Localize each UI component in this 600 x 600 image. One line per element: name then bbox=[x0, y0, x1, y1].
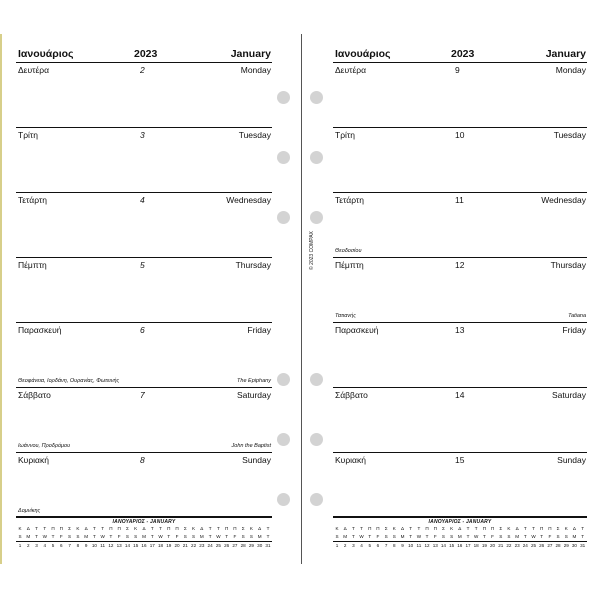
day-row[interactable] bbox=[16, 192, 272, 258]
mini-calendar-cell: T bbox=[266, 534, 270, 539]
binder-hole-icon bbox=[310, 151, 323, 164]
mini-calendar-cell: M bbox=[84, 534, 89, 539]
day-name-greek: Τρίτη bbox=[18, 130, 39, 140]
mini-calendar-cell: Π bbox=[376, 526, 380, 531]
day-number: 5 bbox=[140, 260, 145, 270]
day-number: 2 bbox=[140, 65, 145, 75]
mini-calendar-cell: Π bbox=[540, 526, 544, 531]
mini-calendar-weekdays-english bbox=[333, 533, 587, 541]
mini-calendar-cell: Τ bbox=[466, 526, 470, 531]
mini-calendar-cell: Δ bbox=[258, 526, 262, 531]
mini-calendar-cell: 19 bbox=[166, 543, 172, 548]
day-number: 10 bbox=[455, 130, 465, 140]
name-day-note-english: The Epiphany bbox=[237, 378, 271, 384]
mini-calendar-cell: W bbox=[216, 534, 221, 539]
mini-calendar-cell: Δ bbox=[26, 526, 30, 531]
month-greek: Ιανουάριος bbox=[18, 48, 74, 60]
day-name-english: Tuesday bbox=[553, 130, 586, 140]
mini-calendar-cell: 13 bbox=[432, 543, 438, 548]
day-row[interactable] bbox=[333, 62, 587, 128]
name-day-note-english: John the Baptist bbox=[231, 443, 271, 449]
mini-calendar-cell: 29 bbox=[248, 543, 254, 548]
name-day-note-greek: Θεοφάνεια, Ιορδάνη, Ουρανίας, Φωτεινής bbox=[18, 378, 120, 384]
mini-calendar-cell: Σ bbox=[499, 526, 503, 531]
mini-calendar-cell: 13 bbox=[116, 543, 122, 548]
day-name-english: Friday bbox=[562, 325, 586, 335]
day-row[interactable] bbox=[333, 192, 587, 258]
mini-calendar-cell: Σ bbox=[384, 526, 388, 531]
mini-calendar-cell: S bbox=[556, 534, 560, 539]
day-row[interactable] bbox=[16, 387, 272, 453]
mini-calendar-cell: 18 bbox=[157, 543, 164, 548]
mini-calendar-cell: 26 bbox=[539, 543, 545, 548]
day-name-greek: Κυριακή bbox=[335, 455, 366, 465]
mini-calendar-cell: S bbox=[441, 534, 445, 539]
mini-calendar-cell: F bbox=[175, 534, 179, 539]
copyright-notice: © 2023 COMPAX bbox=[309, 231, 315, 270]
mini-calendar-weekdays-english bbox=[16, 533, 272, 541]
mini-calendar-cell: S bbox=[507, 534, 511, 539]
mini-calendar-cell: S bbox=[76, 534, 80, 539]
mini-calendar-cell: 11 bbox=[100, 543, 106, 548]
day-name-greek: Σάββατο bbox=[18, 390, 51, 400]
name-day-note-greek: Τατιανής bbox=[335, 313, 356, 319]
mini-calendar-cell: Τ bbox=[159, 526, 162, 531]
mini-calendar-cell: 23 bbox=[514, 543, 520, 548]
mini-calendar-cell: Κ bbox=[18, 526, 22, 531]
mini-calendar-cell: T bbox=[368, 534, 372, 539]
mini-calendar-cell: 24 bbox=[522, 543, 528, 548]
day-name-english: Tuesday bbox=[238, 130, 271, 140]
mini-calendar-cell: Σ bbox=[442, 526, 445, 531]
day-name-greek: Σάββατο bbox=[335, 390, 368, 400]
day-row[interactable] bbox=[333, 127, 587, 193]
mini-calendar-cell: Σ bbox=[68, 526, 72, 531]
mini-calendar-cell: M bbox=[572, 534, 577, 539]
mini-calendar-cell: F bbox=[548, 534, 552, 539]
month-english: January bbox=[230, 48, 271, 60]
binder-hole-icon bbox=[277, 211, 290, 224]
binder-hole-icon bbox=[310, 211, 323, 224]
mini-calendar-cell: 30 bbox=[257, 543, 263, 548]
mini-calendar-cell: T bbox=[581, 534, 585, 539]
day-name-english: Wednesday bbox=[226, 195, 271, 205]
day-number: 13 bbox=[455, 325, 465, 335]
mini-calendar-cell: S bbox=[384, 534, 388, 539]
mini-calendar-cell: F bbox=[117, 534, 121, 539]
binder-hole-icon bbox=[277, 91, 290, 104]
mini-calendar-cell: 4 bbox=[43, 543, 47, 548]
mini-calendar-cell: 6 bbox=[376, 543, 380, 548]
mini-calendar-cell: M bbox=[257, 534, 262, 539]
mini-calendar-cell: F bbox=[376, 534, 380, 539]
day-name-english: Friday bbox=[247, 325, 271, 335]
binder-hole-icon bbox=[277, 433, 290, 446]
mini-calendar-cell: W bbox=[42, 534, 47, 539]
day-name-english: Wednesday bbox=[541, 195, 586, 205]
mini-calendar-cell: Κ bbox=[392, 526, 396, 531]
right-mini-calendar bbox=[333, 516, 587, 559]
mini-calendar-cell: Κ bbox=[76, 526, 80, 531]
mini-calendar-cell: 30 bbox=[571, 543, 577, 548]
mini-calendar-dates bbox=[16, 541, 272, 550]
mini-calendar-title: ΙΑΝΟΥΑΡΙΟΣ - JANUARY bbox=[112, 519, 176, 525]
mini-calendar-cell: S bbox=[183, 534, 187, 539]
mini-calendar-cell: Π bbox=[109, 526, 113, 531]
mini-calendar-cell: 7 bbox=[384, 543, 388, 548]
day-row[interactable] bbox=[16, 322, 272, 388]
mini-calendar-cell: 11 bbox=[416, 543, 422, 548]
left-mini-calendar bbox=[16, 516, 272, 559]
mini-calendar-cell: Δ bbox=[142, 526, 146, 531]
mini-calendar-cell: T bbox=[482, 534, 486, 539]
mini-calendar-cell: 15 bbox=[449, 543, 455, 548]
mini-calendar-cell: 3 bbox=[352, 543, 355, 548]
name-day-note-greek: Δομνίκης bbox=[18, 508, 41, 514]
mini-calendar-cell: 24 bbox=[207, 543, 213, 548]
mini-calendar-cell: T bbox=[35, 534, 38, 539]
day-number: 9 bbox=[455, 65, 460, 75]
mini-calendar-cell: S bbox=[192, 534, 196, 539]
mini-calendar-cell: W bbox=[100, 534, 105, 539]
mini-calendar-cell: 4 bbox=[360, 543, 363, 548]
mini-calendar-cell: Δ bbox=[458, 526, 462, 531]
mini-calendar-cell: Δ bbox=[343, 526, 347, 531]
day-name-english: Thursday bbox=[550, 260, 586, 270]
mini-calendar-cell: Τ bbox=[208, 526, 212, 531]
day-row[interactable] bbox=[16, 257, 272, 323]
binder-hole-icon bbox=[310, 373, 323, 386]
mini-calendar-cell: S bbox=[499, 534, 503, 539]
day-name-english: Saturday bbox=[551, 390, 586, 400]
mini-calendar-cell: 31 bbox=[265, 543, 271, 548]
day-name-greek: Τετάρτη bbox=[335, 195, 364, 205]
day-name-greek: Τρίτη bbox=[335, 130, 356, 140]
name-day-note-greek: Ιωάννου, Προδρόμου bbox=[18, 443, 71, 449]
mini-calendar-cell: Κ bbox=[335, 526, 339, 531]
mini-calendar-cell: 10 bbox=[408, 543, 414, 548]
mini-calendar-cell: 26 bbox=[224, 543, 230, 548]
mini-calendar-cell: Π bbox=[117, 526, 121, 531]
mini-calendar-cell: 6 bbox=[60, 543, 63, 548]
mini-calendar-cell: Τ bbox=[409, 526, 413, 531]
mini-calendar-cell: 5 bbox=[51, 543, 55, 548]
mini-calendar-cell: Δ bbox=[84, 526, 88, 531]
mini-calendar-cell: S bbox=[68, 534, 72, 539]
mini-calendar-cell: M bbox=[400, 534, 405, 539]
mini-calendar-cell: T bbox=[208, 534, 212, 539]
mini-calendar-cell: W bbox=[531, 534, 536, 539]
mini-calendar-cell: 9 bbox=[84, 543, 88, 548]
mini-calendar-cell: 10 bbox=[91, 543, 97, 548]
mini-calendar-cell: M bbox=[343, 534, 348, 539]
mini-calendar-cell: 14 bbox=[440, 543, 446, 548]
day-row[interactable] bbox=[333, 387, 587, 453]
mini-calendar-cell: S bbox=[392, 534, 396, 539]
mini-calendar-cell: 3 bbox=[35, 543, 38, 548]
mini-calendar-cell: S bbox=[450, 534, 454, 539]
mini-calendar-cell: Δ bbox=[200, 526, 204, 531]
mini-calendar-cell: 17 bbox=[149, 543, 155, 548]
month-greek: Ιανουάριος bbox=[335, 48, 391, 60]
mini-calendar-cell: 22 bbox=[191, 543, 197, 548]
day-number: 12 bbox=[455, 260, 465, 270]
mini-calendar-cell: 17 bbox=[465, 543, 471, 548]
day-number: 4 bbox=[140, 195, 145, 205]
right-page bbox=[301, 34, 600, 564]
binder-hole-icon bbox=[310, 91, 323, 104]
mini-calendar-cell: Τ bbox=[417, 526, 421, 531]
day-name-greek: Πέμπτη bbox=[335, 260, 364, 270]
day-number: 14 bbox=[455, 390, 465, 400]
mini-calendar-cell: T bbox=[466, 534, 470, 539]
mini-calendar-cell: S bbox=[564, 534, 568, 539]
day-row[interactable] bbox=[333, 257, 587, 323]
mini-calendar-cell: 22 bbox=[506, 543, 512, 548]
day-row[interactable] bbox=[16, 452, 272, 518]
mini-calendar-cell: Τ bbox=[216, 526, 220, 531]
mini-calendar-cell: Τ bbox=[150, 526, 154, 531]
mini-calendar-cell: 28 bbox=[240, 543, 246, 548]
day-name-english: Thursday bbox=[235, 260, 271, 270]
mini-calendar-cell: Κ bbox=[249, 526, 253, 531]
mini-calendar-cell: 1 bbox=[18, 543, 22, 548]
mini-calendar-cell: Π bbox=[51, 526, 55, 531]
mini-calendar-cell: Π bbox=[368, 526, 372, 531]
mini-calendar-cell: W bbox=[359, 534, 364, 539]
mini-calendar-cell: T bbox=[523, 534, 527, 539]
day-number: 6 bbox=[140, 325, 145, 335]
mini-calendar-cell: S bbox=[125, 534, 129, 539]
mini-calendar-cell: T bbox=[351, 534, 355, 539]
day-row[interactable] bbox=[333, 452, 587, 518]
mini-calendar-cell: S bbox=[134, 534, 138, 539]
mini-calendar-cell: M bbox=[457, 534, 462, 539]
day-name-english: Saturday bbox=[236, 390, 271, 400]
mini-calendar-cell: S bbox=[18, 534, 22, 539]
mini-calendar-cell: Τ bbox=[101, 526, 105, 531]
mini-calendar-cell: 29 bbox=[563, 543, 569, 548]
mini-calendar-cell: S bbox=[249, 534, 253, 539]
mini-calendar-cell: 12 bbox=[424, 543, 430, 548]
day-number: 15 bbox=[455, 455, 465, 465]
mini-calendar-cell: 2 bbox=[343, 543, 347, 548]
mini-calendar-cell: F bbox=[433, 534, 437, 539]
mini-calendar-cell: 8 bbox=[76, 543, 80, 548]
mini-calendar-cell: 25 bbox=[530, 543, 537, 548]
mini-calendar-cell: Δ bbox=[400, 526, 405, 531]
mini-calendar-cell: 14 bbox=[124, 543, 131, 548]
binder-hole-icon bbox=[310, 493, 323, 506]
mini-calendar-cell: 9 bbox=[401, 543, 404, 548]
mini-calendar-cell: 16 bbox=[457, 543, 463, 548]
mini-calendar-cell: T bbox=[167, 534, 171, 539]
mini-calendar-cell: Δ bbox=[572, 526, 576, 531]
mini-calendar-cell: M bbox=[26, 534, 31, 539]
mini-calendar-cell: 31 bbox=[580, 543, 586, 548]
mini-calendar-cell: Τ bbox=[581, 526, 585, 531]
mini-calendar-weekdays-greek bbox=[333, 525, 587, 533]
binder-hole-icon bbox=[277, 373, 290, 386]
mini-calendar-cell: T bbox=[425, 534, 429, 539]
left-page bbox=[0, 34, 300, 564]
mini-calendar-cell: Κ bbox=[134, 526, 138, 531]
mini-calendar-cell: 5 bbox=[368, 543, 372, 548]
mini-calendar-cell: S bbox=[241, 534, 245, 539]
mini-calendar-cell: Τ bbox=[523, 526, 527, 531]
mini-calendar-cell: Π bbox=[482, 526, 487, 531]
mini-calendar-cell: Κ bbox=[507, 526, 511, 531]
name-day-note-english: Tatiana bbox=[568, 313, 586, 319]
day-name-greek: Τετάρτη bbox=[18, 195, 47, 205]
mini-calendar-cell: 18 bbox=[473, 543, 479, 548]
mini-calendar-cell: 7 bbox=[68, 543, 71, 548]
mini-calendar-cell: 15 bbox=[133, 543, 139, 548]
mini-calendar-cell: T bbox=[109, 534, 113, 539]
mini-calendar-cell: Τ bbox=[351, 526, 355, 531]
mini-calendar-cell: S bbox=[335, 534, 339, 539]
mini-calendar-cell: Τ bbox=[43, 526, 47, 531]
day-name-greek: Πέμπτη bbox=[18, 260, 47, 270]
mini-calendar-cell: M bbox=[142, 534, 146, 539]
right-page-header bbox=[333, 46, 587, 63]
mini-calendar-cell: T bbox=[150, 534, 154, 539]
day-name-greek: Κυριακή bbox=[18, 455, 49, 465]
mini-calendar-cell: Π bbox=[224, 526, 229, 531]
day-name-greek: Παρασκευή bbox=[18, 325, 62, 335]
mini-calendar-cell: Σ bbox=[556, 526, 560, 531]
mini-calendar-cell: 27 bbox=[547, 543, 553, 548]
mini-calendar-cell: 27 bbox=[232, 543, 238, 548]
mini-calendar-cell: F bbox=[491, 534, 494, 539]
binder-hole-icon bbox=[310, 433, 323, 446]
mini-calendar-cell: Τ bbox=[360, 526, 363, 531]
mini-calendar-cell: Κ bbox=[564, 526, 568, 531]
mini-calendar-cell: Δ bbox=[515, 526, 519, 531]
day-number: 11 bbox=[455, 195, 464, 205]
mini-calendar-cell: F bbox=[233, 534, 237, 539]
mini-calendar-cell: Π bbox=[233, 526, 237, 531]
mini-calendar-cell: M bbox=[515, 534, 520, 539]
mini-calendar-cell: Τ bbox=[92, 526, 96, 531]
day-name-greek: Δευτέρα bbox=[18, 65, 50, 75]
day-number: 7 bbox=[140, 390, 145, 400]
mini-calendar-cell: Π bbox=[490, 526, 495, 531]
month-english: January bbox=[545, 48, 586, 60]
mini-calendar-cell: Π bbox=[548, 526, 552, 531]
mini-calendar-cell: W bbox=[416, 534, 422, 539]
mini-calendar-dates bbox=[333, 541, 587, 550]
day-name-english: Monday bbox=[240, 65, 271, 75]
left-page-header bbox=[16, 46, 272, 63]
mini-calendar-cell: 8 bbox=[393, 543, 396, 548]
day-number: 3 bbox=[140, 130, 145, 140]
mini-calendar-cell: Σ bbox=[126, 526, 129, 531]
day-row[interactable] bbox=[16, 62, 272, 128]
day-number: 8 bbox=[140, 455, 145, 465]
binder-hole-icon bbox=[277, 151, 290, 164]
mini-calendar-cell: 1 bbox=[335, 543, 339, 548]
mini-calendar-cell: Τ bbox=[266, 526, 270, 531]
mini-calendar-cell: M bbox=[199, 534, 204, 539]
mini-calendar-cell: T bbox=[225, 534, 229, 539]
mini-calendar-cell: Π bbox=[425, 526, 429, 531]
mini-calendar-cell: Π bbox=[433, 526, 437, 531]
mini-calendar-cell: Π bbox=[167, 526, 171, 531]
mini-calendar-cell: Τ bbox=[532, 526, 535, 531]
mini-calendar-cell: T bbox=[540, 534, 544, 539]
mini-calendar-cell: T bbox=[92, 534, 96, 539]
mini-calendar-cell: Σ bbox=[183, 526, 187, 531]
mini-calendar-cell: Σ bbox=[241, 526, 245, 531]
mini-calendar-cell: 19 bbox=[481, 543, 487, 548]
mini-calendar-cell: 20 bbox=[174, 543, 180, 548]
mini-calendar-cell: T bbox=[409, 534, 413, 539]
mini-calendar-cell: Κ bbox=[450, 526, 454, 531]
mini-calendar-cell: 20 bbox=[490, 543, 496, 548]
mini-calendar-cell: T bbox=[51, 534, 55, 539]
year: 2023 bbox=[451, 48, 475, 60]
day-name-greek: Δευτέρα bbox=[335, 65, 367, 75]
mini-calendar-cell: W bbox=[158, 534, 163, 539]
binder-hole-icon bbox=[277, 493, 290, 506]
mini-calendar-title: ΙΑΝΟΥΑΡΙΟΣ - JANUARY bbox=[428, 519, 492, 525]
mini-calendar-cell: 2 bbox=[26, 543, 30, 548]
day-name-english: Sunday bbox=[242, 455, 271, 465]
mini-calendar-cell: 16 bbox=[141, 543, 147, 548]
mini-calendar-cell: 25 bbox=[215, 543, 221, 548]
year: 2023 bbox=[134, 48, 158, 60]
day-row[interactable] bbox=[16, 127, 272, 193]
mini-calendar-cell: 28 bbox=[555, 543, 561, 548]
day-name-greek: Παρασκευή bbox=[335, 325, 379, 335]
mini-calendar-cell: Τ bbox=[474, 526, 478, 531]
mini-calendar-cell: Κ bbox=[192, 526, 196, 531]
mini-calendar-cell: 21 bbox=[498, 543, 504, 548]
mini-calendar-cell: W bbox=[474, 534, 479, 539]
day-name-english: Sunday bbox=[557, 455, 586, 465]
mini-calendar-cell: 21 bbox=[182, 543, 188, 548]
mini-calendar-cell: F bbox=[59, 534, 63, 539]
mini-calendar-cell: 23 bbox=[199, 543, 205, 548]
mini-calendar-cell: Τ bbox=[35, 526, 38, 531]
day-name-english: Monday bbox=[555, 65, 586, 75]
day-row[interactable] bbox=[333, 322, 587, 388]
mini-calendar-cell: Π bbox=[59, 526, 63, 531]
mini-calendar-cell: Π bbox=[175, 526, 179, 531]
mini-calendar-cell: 12 bbox=[108, 543, 114, 548]
name-day-note-greek: Θεοδοσίου bbox=[335, 248, 362, 254]
mini-calendar-weekdays-greek bbox=[16, 525, 272, 533]
